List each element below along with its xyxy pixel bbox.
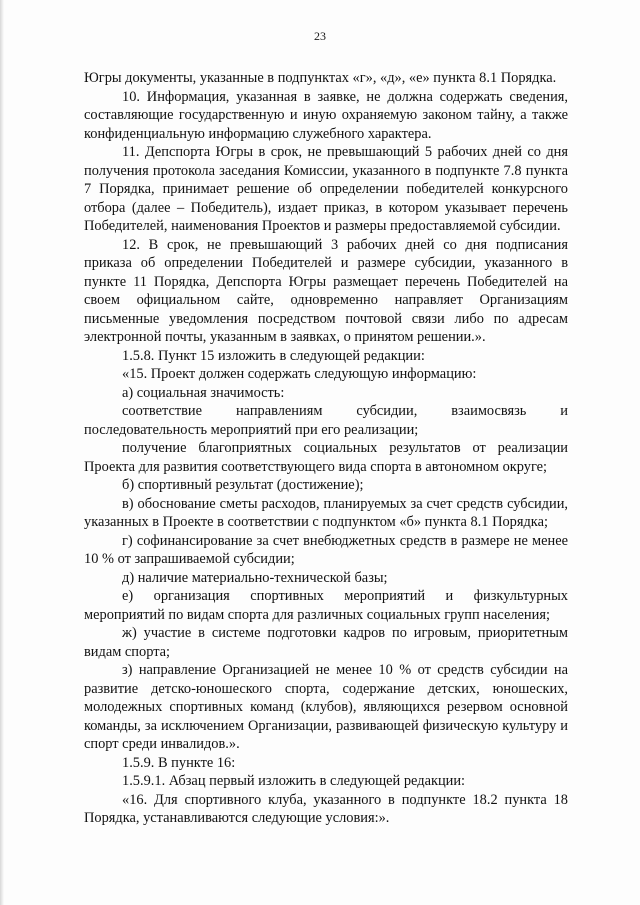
paragraph: а) социальная значимость: [122, 384, 285, 401]
paragraph: «15. Проект должен содержать следующую информацию: [122, 366, 477, 382]
page-edge-shadow [0, 0, 4, 905]
document-body [84, 69, 568, 828]
paragraph: г) софинансирование за счет внебюджетных средств в размере не менее 10 % от запрашиваемой субсидии; [84, 532, 568, 567]
paragraph: б) спортивный результат (достижение); [122, 477, 364, 493]
page-number: 23 [314, 29, 326, 43]
paragraph: 10. Информация, указанная в заявке, не должна содержать сведения, составляющие государственную и иную охраняемую законом тайну, а также конфиденциальную информацию служебного характера. [84, 88, 568, 142]
paragraph: в) обоснование сметы расходов, планируемых за счет средств субсидии, указанных в Проекте в соответствии с подпунктом «б» пункта 8.1 Порядка; [84, 495, 568, 530]
paragraph: ж) участие в системе подготовки кадров по игровым, приоритетным видам спорта; [84, 625, 568, 660]
paragraph: Югры документы, указанные в подпунктах «г», «д», «е» пункта 8.1 Порядка. [84, 70, 557, 86]
paragraph: 1.5.9. В пункте 16: [122, 754, 236, 771]
paragraph: е) организация спортивных мероприятий и физкультурных мероприятий по видам спорта для различных социальных групп населения; [84, 588, 568, 623]
paragraph: 1.5.9.1. Абзац первый изложить в следующей редакции: [122, 773, 466, 789]
paragraph: 12. В срок, не превышающий 3 рабочих дней со дня подписания приказа об определении Победителей и размере субсидии, указанного в пункте 11 Порядка, Депспорта Югры размещает перечень Победителей на своем официальном сайте, одновременно направляет Организациям письменные уведомления посредством почтовой связи либо по адресам электронной почты, указанным в заявках, о принятом решении.». [84, 236, 568, 345]
paragraph: 11. Депспорта Югры в срок, не превышающий 5 рабочих дней со дня получения протокола заседания Комиссии, указанного в подпункте 7.8 пункта 7 Порядка, принимает решение об определении победителей конкурсного отбора (далее – Победитель), издает приказ, в котором указывает перечень Победителей, наименования Проектов и размеры предоставляемой субсидии. [84, 144, 568, 234]
paragraph: «16. Для спортивного клуба, указанного в подпункте 18.2 пункта 18 Порядка, устанавливаются следующие условия:». [84, 791, 568, 826]
paragraph: 1.5.8. Пункт 15 изложить в следующей редакции: [122, 347, 425, 364]
paragraph: з) направление Организацией не менее 10 % от средств субсидии на развитие детско-юношеского спорта, содержание детских, юношеских, молодежных спортивных команд (клубов), являющихся резервом основной команды, за исключением Организации, развивающей физическую культуру и спорт среди инвалидов.». [84, 662, 568, 752]
paragraph: д) наличие материально-технической базы; [122, 569, 388, 586]
paragraph: соответствие направлениям субсидии, взаимосвязь и последовательность мероприятий при его реализации; [84, 403, 568, 438]
paragraph: получение благоприятных социальных результатов от реализации Проекта для развития соответствующего вида спорта в автономном округе; [84, 440, 568, 475]
